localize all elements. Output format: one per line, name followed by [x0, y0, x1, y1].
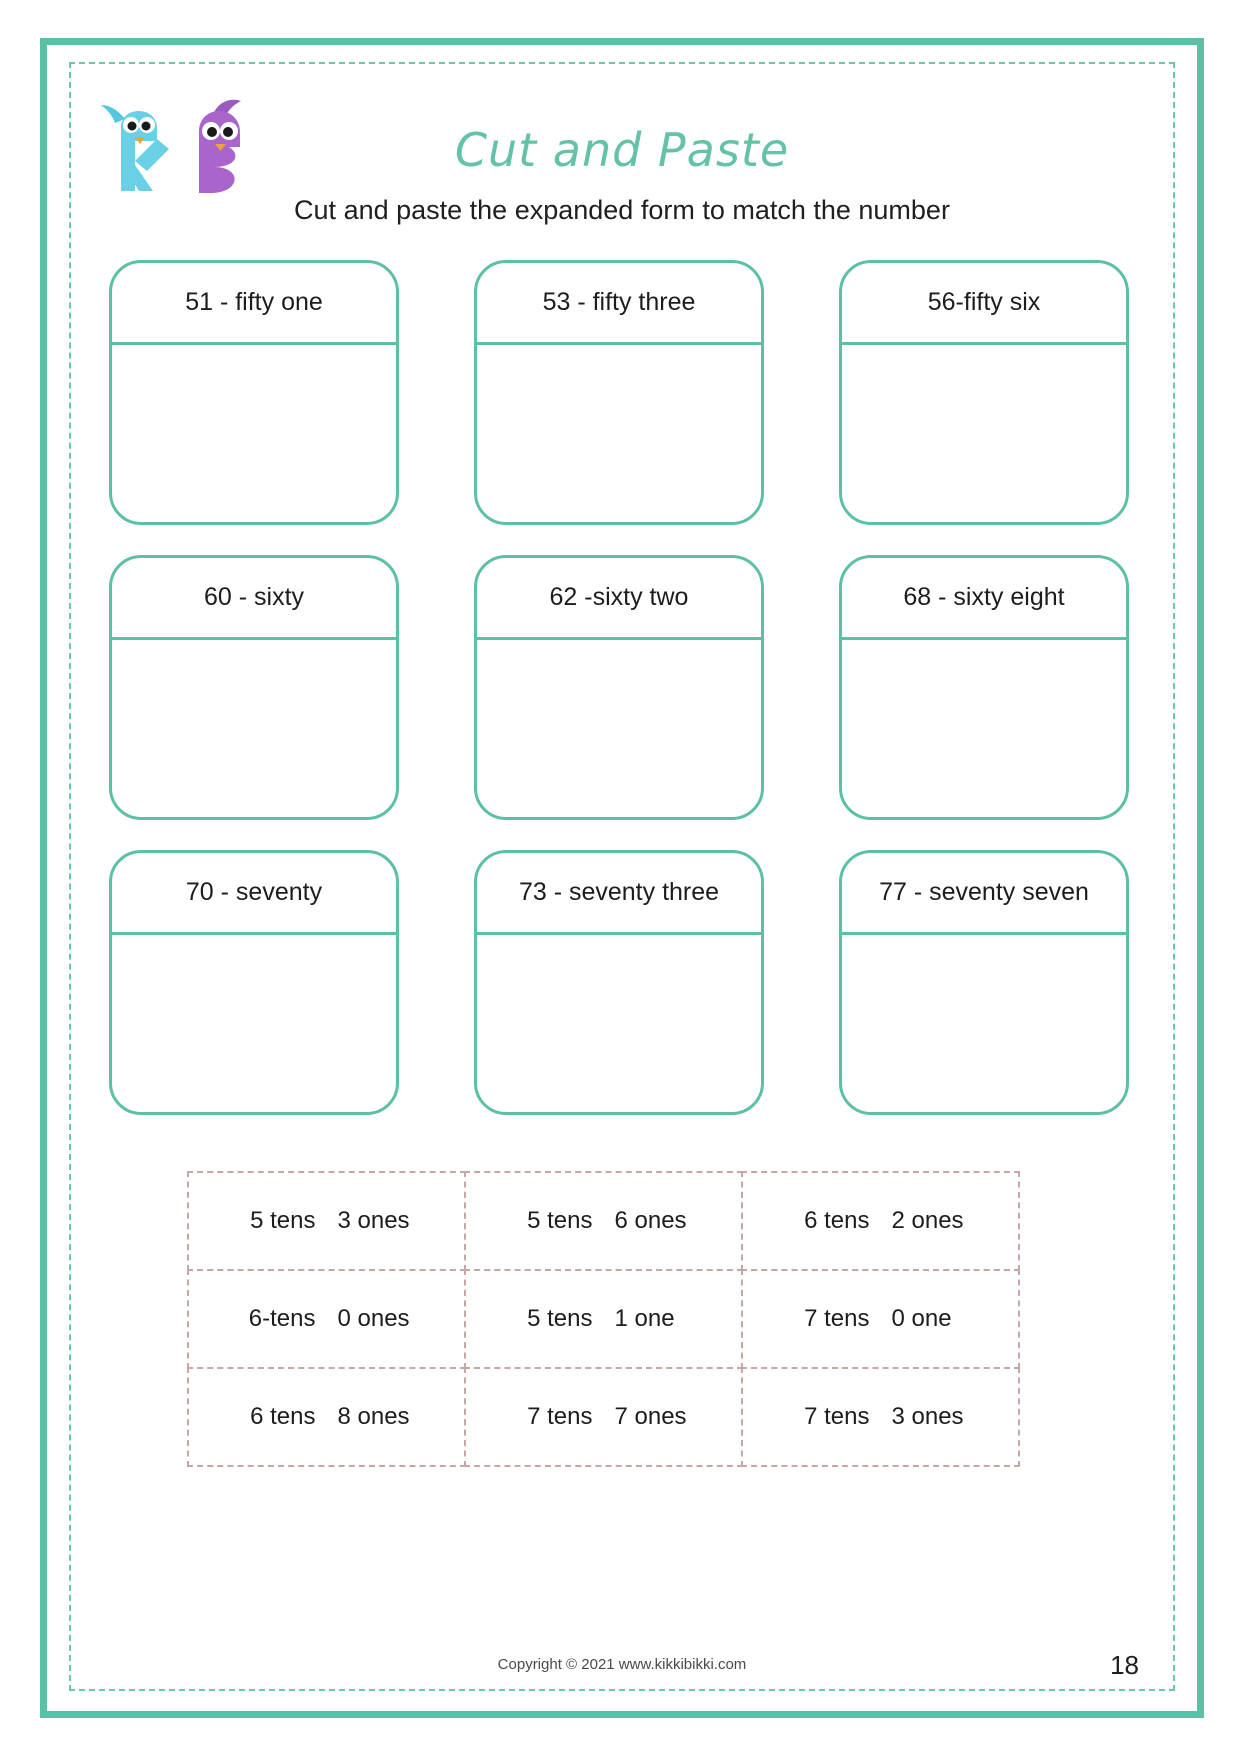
- number-card[interactable]: [474, 850, 764, 1115]
- cutout-piece-tens: 5 tens: [527, 1305, 593, 1332]
- page-subtitle: Cut and paste the expanded form to match the number: [294, 195, 950, 225]
- cutout-piece[interactable]: [464, 1269, 743, 1369]
- cutout-piece-row: [189, 1369, 1027, 1467]
- card-row: [109, 555, 1129, 820]
- number-card[interactable]: [474, 260, 764, 525]
- number-card[interactable]: [109, 260, 399, 525]
- number-card[interactable]: [474, 555, 764, 820]
- cutout-piece-tens: 6 tens: [804, 1207, 870, 1234]
- number-card-dropzone[interactable]: [477, 640, 761, 820]
- cutout-piece-ones: 2 ones: [891, 1207, 964, 1234]
- cutout-piece-row: [189, 1173, 1027, 1271]
- worksheet-page: [40, 38, 1204, 1718]
- cutout-piece-grid: [189, 1173, 1027, 1467]
- cutout-piece-ones: 0 ones: [337, 1305, 410, 1332]
- number-card-dropzone[interactable]: [112, 345, 396, 525]
- cutout-piece[interactable]: [741, 1269, 1020, 1369]
- page-number: 18: [1110, 1650, 1139, 1680]
- page-title: Cut and Paste: [454, 123, 790, 177]
- cutout-piece-tens: 6 tens: [250, 1403, 316, 1430]
- number-card-label: 62 -sixty two: [477, 558, 761, 640]
- cutout-piece-ones: 7 ones: [614, 1403, 687, 1430]
- number-card-dropzone[interactable]: [477, 935, 761, 1115]
- number-card-label: 60 - sixty: [112, 558, 396, 640]
- card-row: [109, 260, 1129, 525]
- cutout-piece[interactable]: [187, 1367, 466, 1467]
- copyright-text: Copyright © 2021 www.kikkibikki.com: [497, 1656, 747, 1673]
- number-card-dropzone[interactable]: [842, 345, 1126, 525]
- number-card-dropzone[interactable]: [842, 640, 1126, 820]
- cutout-piece-ones: 0 one: [891, 1305, 952, 1332]
- card-row: [109, 850, 1129, 1115]
- number-card[interactable]: [109, 555, 399, 820]
- cutout-piece-ones: 1 one: [614, 1305, 675, 1332]
- cutout-piece-ones: 3 ones: [337, 1207, 410, 1234]
- cutout-piece-ones: 6 ones: [614, 1207, 687, 1234]
- cutout-piece[interactable]: [741, 1171, 1020, 1271]
- number-card-label: 70 - seventy: [112, 853, 396, 935]
- number-card[interactable]: [839, 555, 1129, 820]
- worksheet-header: [47, 65, 1197, 235]
- cutout-piece-tens: 7 tens: [804, 1305, 870, 1332]
- number-card-dropzone[interactable]: [112, 640, 396, 820]
- cutout-piece-tens: 7 tens: [804, 1403, 870, 1430]
- number-card[interactable]: [839, 260, 1129, 525]
- cutout-piece-ones: 8 ones: [337, 1403, 410, 1430]
- number-card-label: 51 - fifty one: [112, 263, 396, 345]
- number-card-label: 73 - seventy three: [477, 853, 761, 935]
- number-card-dropzone[interactable]: [112, 935, 396, 1115]
- cutout-piece[interactable]: [464, 1367, 743, 1467]
- number-card[interactable]: [839, 850, 1129, 1115]
- number-card-label: 53 - fifty three: [477, 263, 761, 345]
- cutout-piece[interactable]: [187, 1269, 466, 1369]
- cutout-piece[interactable]: [187, 1171, 466, 1271]
- cutout-piece-tens: 5 tens: [250, 1207, 316, 1234]
- cutout-piece-ones: 3 ones: [891, 1403, 964, 1430]
- number-card-dropzone[interactable]: [842, 935, 1126, 1115]
- cutout-piece-tens: 5 tens: [527, 1207, 593, 1234]
- cutout-piece-tens: 6-tens: [248, 1305, 316, 1332]
- cutout-piece[interactable]: [464, 1171, 743, 1271]
- cutout-piece[interactable]: [741, 1367, 1020, 1467]
- cutout-piece-tens: 7 tens: [527, 1403, 593, 1430]
- number-card-dropzone[interactable]: [477, 345, 761, 525]
- number-card-label: 56-fifty six: [842, 263, 1126, 345]
- number-card-label: 68 - sixty eight: [842, 558, 1126, 640]
- number-card[interactable]: [109, 850, 399, 1115]
- cutout-piece-row: [189, 1271, 1027, 1369]
- number-card-label: 77 - seventy seven: [842, 853, 1126, 935]
- number-card-grid: [109, 260, 1129, 1145]
